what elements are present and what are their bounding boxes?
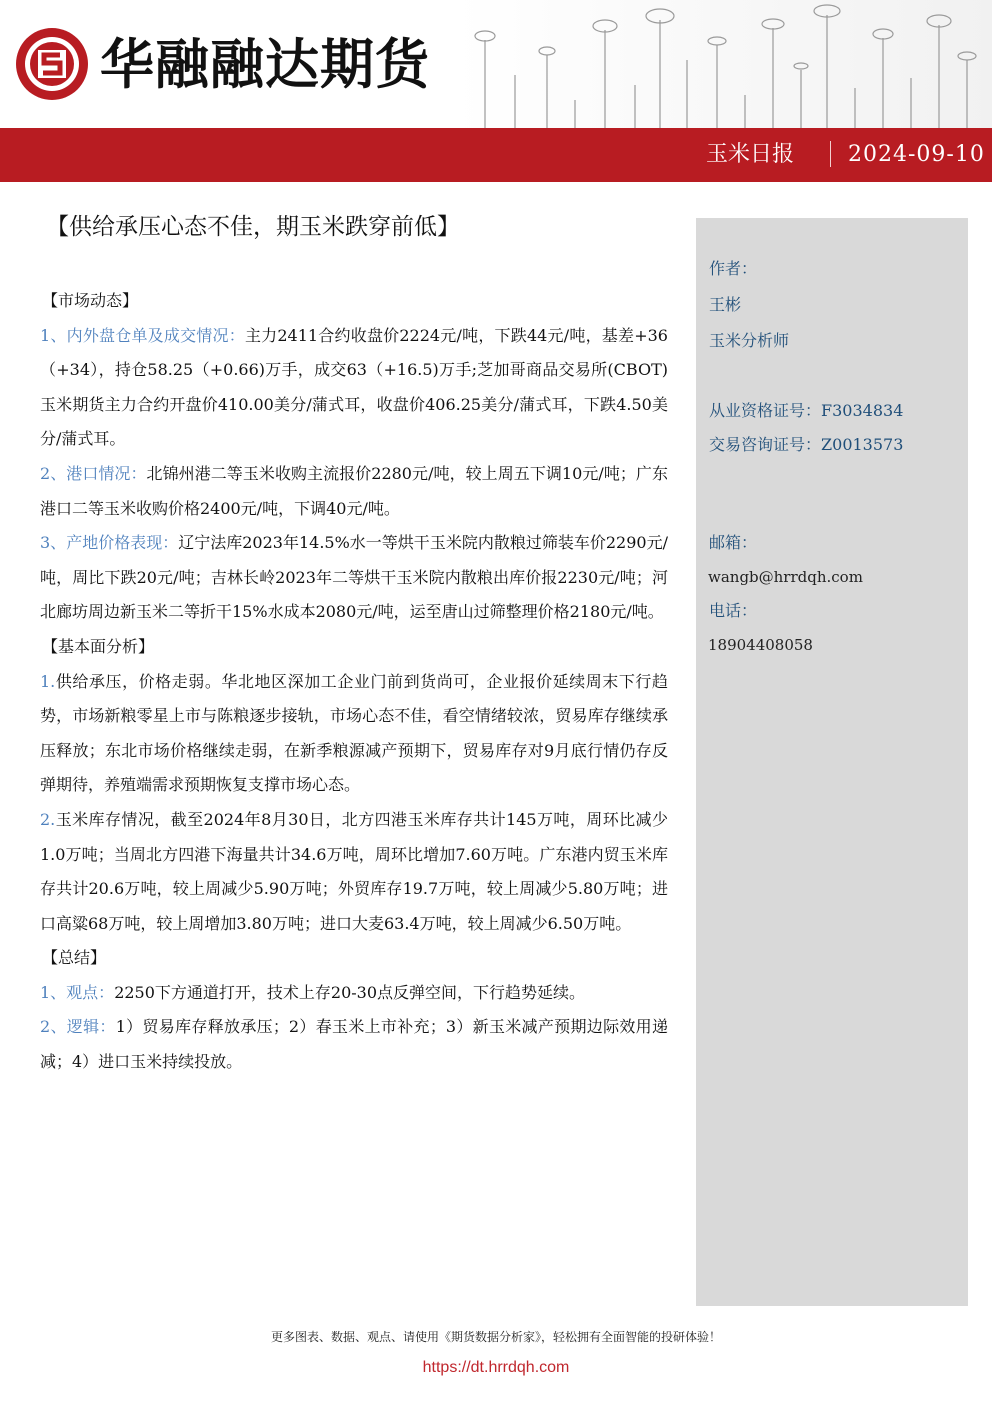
consult-number: Z0013573 — [821, 435, 904, 454]
title-separator — [830, 141, 831, 167]
market-item-text: 主力2411合约收盘价2224元/吨，下跌44元/吨，基差+36（+34），持仓58.25（+0.66)万手，成交63（+16.5)万手;芝加哥商品交易所(CBOT)玉米期货主力合约开盘价410.00美分/蒲式耳，收盘价406.25美分/蒲式耳，下跌4.50美分/蒲式耳。 — [40, 325, 668, 449]
author-name: 王彬 — [709, 295, 742, 314]
report-date: 2024-09-10 — [848, 142, 985, 167]
market-item-label: 3、产地价格表现： — [40, 533, 179, 553]
author-title: 玉米分析师 — [709, 331, 790, 350]
report-headline: 【供给承压心态不佳，期玉米跌穿前低】 — [46, 214, 460, 240]
summary-item-text: 2250下方通道打开，技术上存20-30点反弹空间，下行趋势延续。 — [114, 982, 586, 1002]
fundamental-item-label: 1. — [40, 671, 56, 691]
report-body — [40, 284, 668, 1080]
market-item-3 — [40, 526, 668, 630]
summary-item-text: 1）贸易库存释放承压；2）春玉米上市补充；3）新玉米减产预期边际效用递减；4）进口玉米持续投放。 — [40, 1017, 668, 1072]
report-header — [0, 0, 992, 130]
author-label: 作者： — [709, 259, 758, 278]
market-item-label: 1、内外盘仓单及成交情况： — [40, 325, 245, 345]
market-item-1 — [40, 319, 668, 457]
section-heading-fundamental: 【基本面分析】 — [42, 636, 155, 656]
consult-row — [709, 432, 903, 458]
author-sidebar — [696, 218, 968, 1306]
fundamental-item-text: 供给承压，价格走弱。华北地区深加工企业门前到货尚可，企业报价延续周末下行趋势，市场新粮零星上市与陈粮逐步接轨，市场心态不佳，看空情绪较浓，贸易库存继续承压释放；东北市场价格继续走弱，在新季粮源减产预期下，贸易库存对9月底行情仍存反弹期待，养殖端需求预期恢复支撑市场心态。 — [40, 671, 668, 795]
section-heading-summary: 【总结】 — [42, 948, 107, 968]
email-label: 邮箱： — [709, 533, 758, 552]
summary-item-2 — [40, 1010, 668, 1079]
market-item-text: 辽宁法库2023年14.5%水一等烘干玉米院内散粮过筛装车价2290元/吨，周比下跌20元/吨；吉林长岭2023年二等烘干玉米院内散粮出库价报2230元/吨；河北廊坊周边新玉米二等折干15%水成本2080元/吨，运至唐山过筛整理价格2180元/吨。 — [40, 533, 668, 622]
market-item-text: 北锦州港二等玉米收购主流报价2280元/吨，较上周五下调10元/吨；广东港口二等玉米收购价格2400元/吨，下调40元/吨。 — [40, 463, 668, 518]
fundamental-item-2 — [40, 803, 668, 941]
qualification-label: 从业资格证号： — [709, 401, 822, 420]
summary-item-1 — [40, 976, 668, 1011]
report-title: 玉米日报 — [705, 142, 794, 167]
summary-item-label: 2、逻辑： — [40, 1017, 116, 1037]
fundamental-item-1 — [40, 665, 668, 803]
market-item-2 — [40, 457, 668, 526]
section-heading-market: 【市场动态】 — [42, 291, 139, 310]
email-value[interactable]: wangb@hrrdqh.com — [708, 568, 863, 586]
company-logo-icon — [14, 26, 90, 102]
fundamental-item-text: 玉米库存情况，截至2024年8月30日，北方四港玉米库存共计145万吨，周环比减少1.0万吨；当周北方四港下海量共计34.6万吨，周环比增加7.60万吨。广东港内贸玉米库存共计20.6万吨，较上周减少5.90万吨；外贸库存19.7万吨，较上周减少5.80万吨；进口高粱68万吨，较上周增加3.80万吨；进口大麦63.4万吨，较上周减少6.50万吨。 — [40, 809, 668, 933]
qualification-row — [709, 398, 903, 424]
footer-note: 更多图表、数据、观点、请使用《期货数据分析家》，轻松拥有全面智能的投研体验！ — [270, 1330, 721, 1344]
footer-link[interactable]: https://dt.hrrdqh.com — [422, 1359, 570, 1376]
company-name: 华融融达期货 — [100, 33, 430, 96]
consult-label: 交易咨询证号： — [709, 435, 822, 454]
market-item-label: 2、港口情况： — [40, 463, 147, 483]
qualification-number: F3034834 — [821, 401, 904, 420]
decorative-pattern — [455, 0, 992, 130]
report-title-bar — [0, 128, 992, 182]
phone-value: 18904408058 — [708, 636, 813, 654]
phone-label: 电话： — [709, 601, 758, 620]
fundamental-item-label: 2. — [40, 809, 56, 829]
summary-item-label: 1、观点： — [40, 982, 115, 1002]
